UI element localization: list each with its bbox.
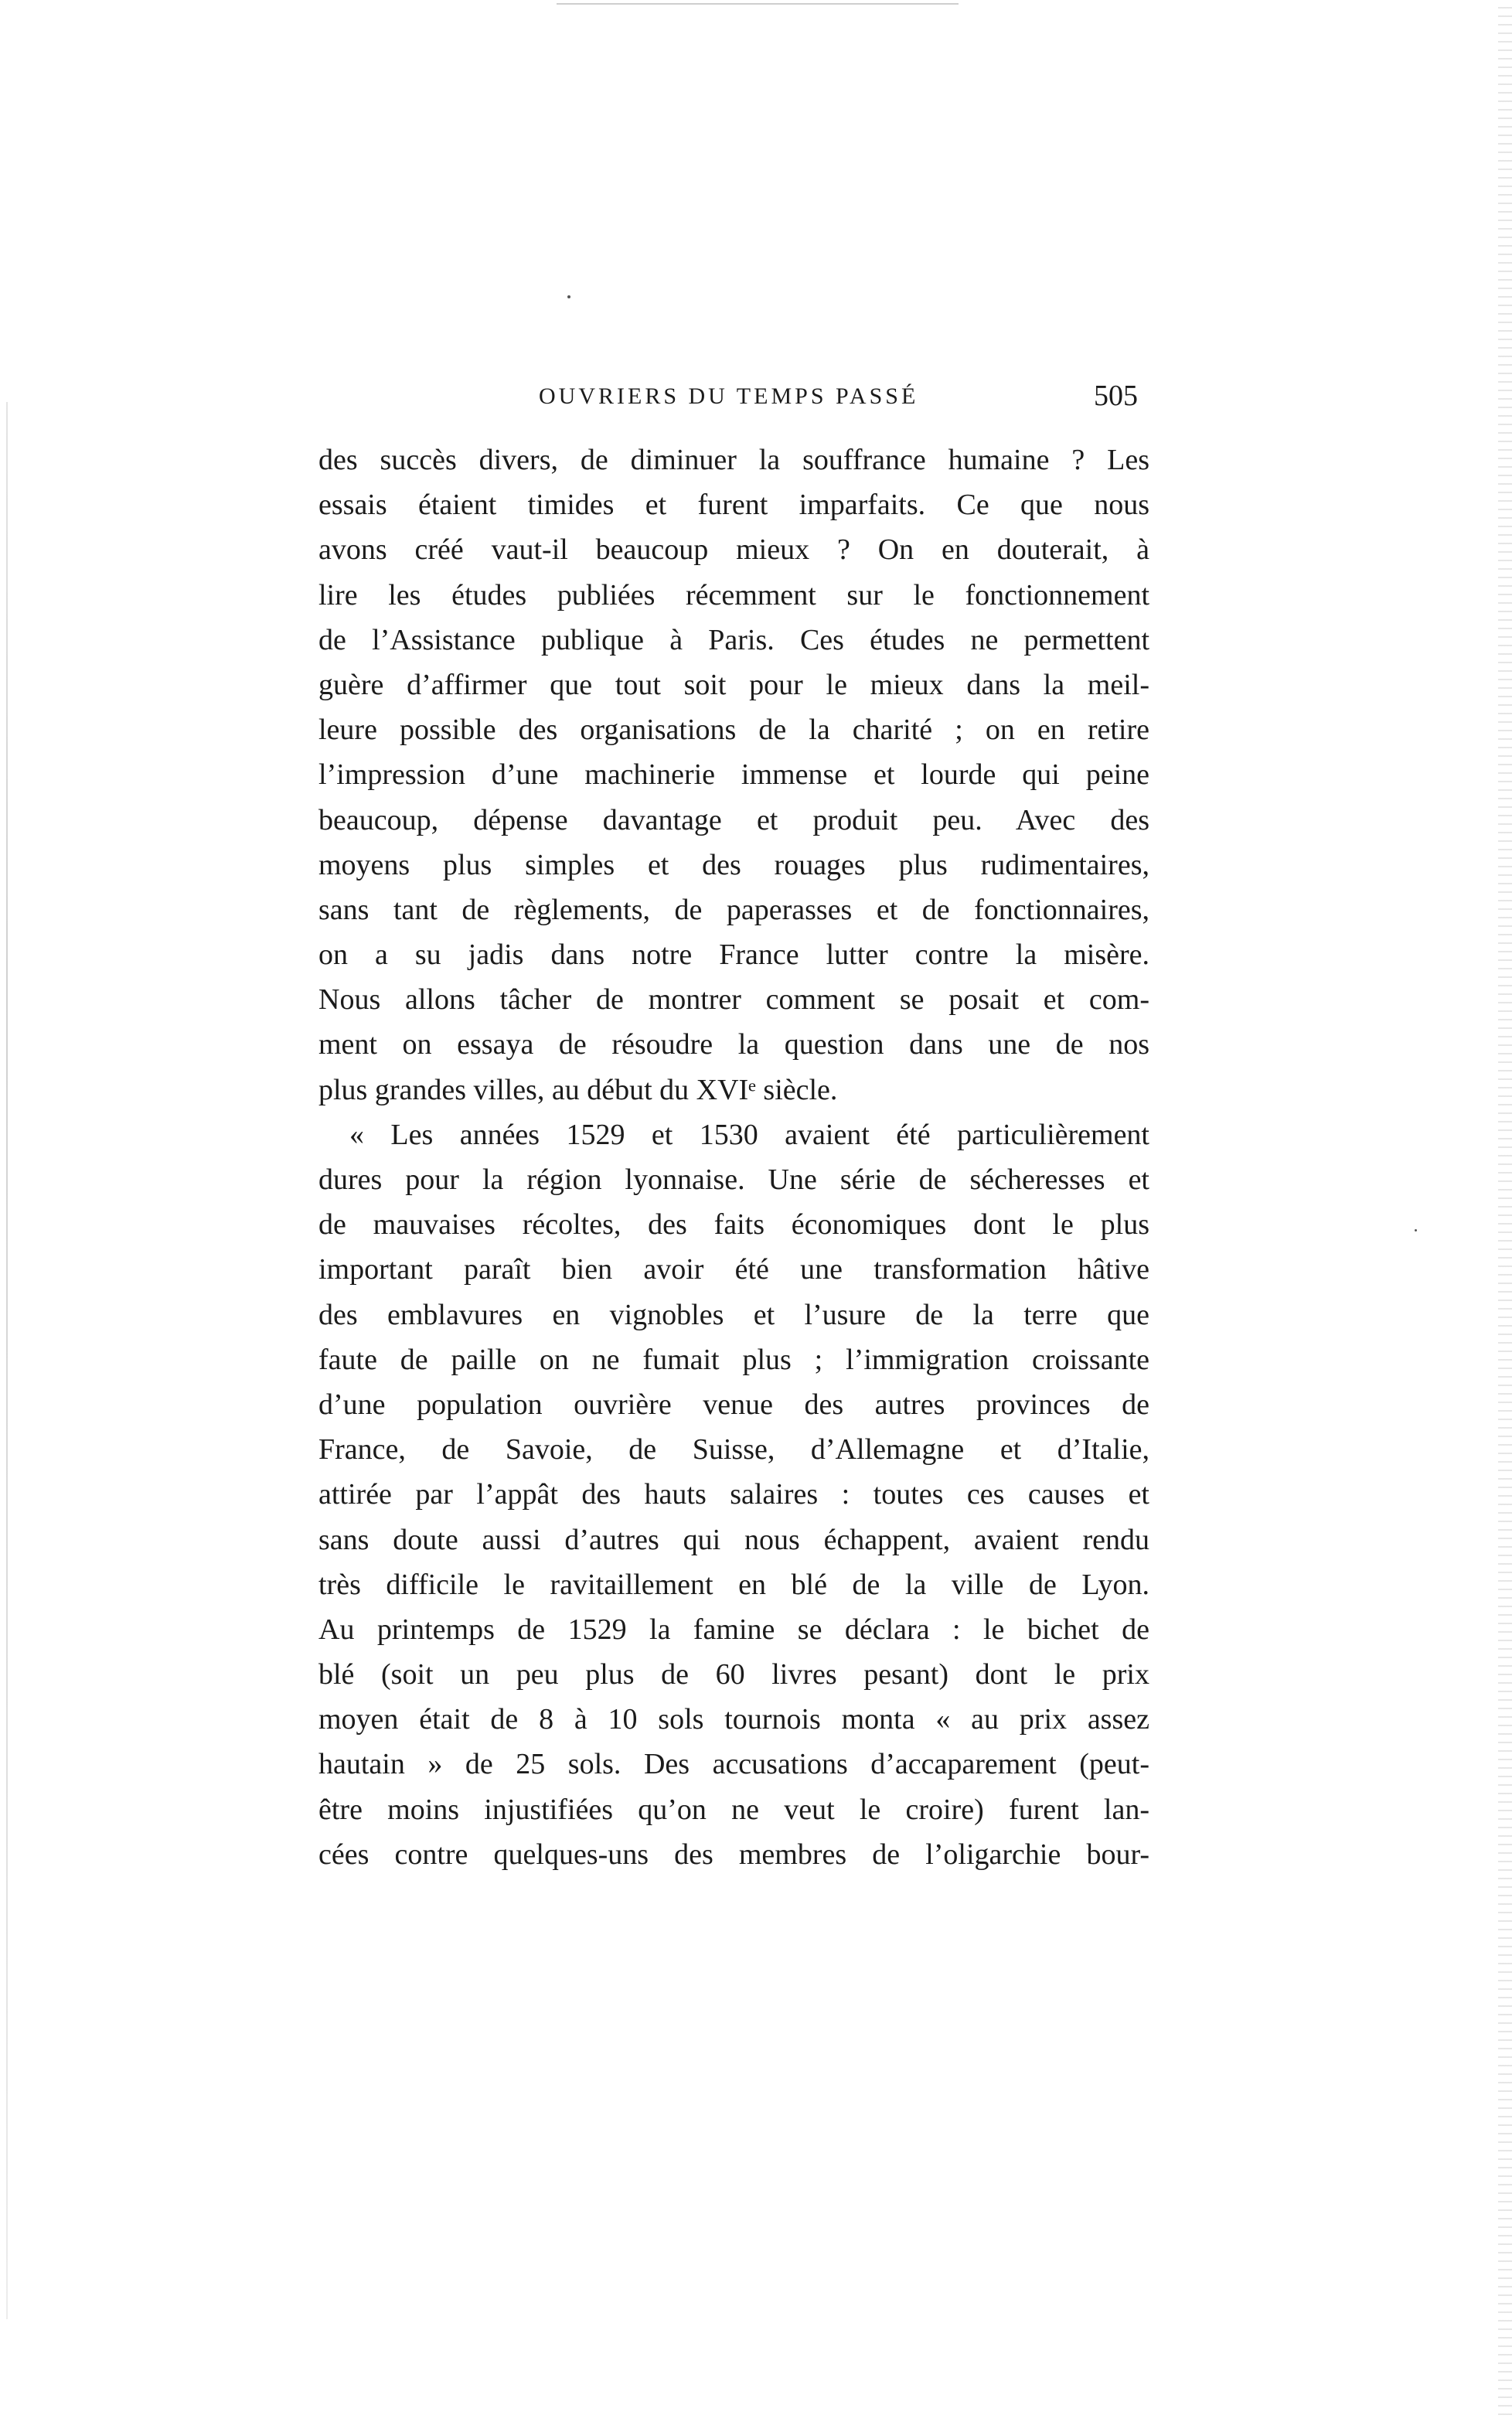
running-head [318, 379, 1138, 417]
text-line: être moins injustifiées qu’on ne veut le croire) furent lan- [318, 1793, 1149, 1826]
text-line: très difficile le ravitaillement en blé de la ville de Lyon. [318, 1568, 1149, 1601]
text-line: cées contre quelques-uns des membres de l’oligarchie bour- [318, 1838, 1149, 1871]
text-line: l’impression d’une machinerie immense et lourde qui peine [318, 758, 1149, 792]
paragraph-end-line: plus grandes villes, au début du XVIᵉ siècle. [318, 1073, 838, 1106]
text-line: guère d’affirmer que tout soit pour le mieux dans la meil- [318, 668, 1149, 701]
text-line: beaucoup, dépense davantage et produit peu. Avec des [318, 803, 1149, 836]
body-text [318, 438, 1149, 1877]
text-line: leure possible des organisations de la charité ; on en retire [318, 714, 1149, 747]
text-line: attirée par l’appât des hauts salaires : toutes ces causes et [318, 1478, 1149, 1511]
text-line: sans tant de règlements, de paperasses et de fonctionnaires, [318, 893, 1149, 926]
text-line: hautain » de 25 sols. Des accusations d’accaparement (peut- [318, 1748, 1149, 1781]
text-line: ment on essaya de résoudre la question dans une de nos [318, 1028, 1149, 1061]
text-line: des succès divers, de diminuer la souffrance humaine ? Les [318, 444, 1149, 476]
text-line: faute de paille on ne fumait plus ; l’immigration croissante [318, 1343, 1149, 1376]
scan-page-edge [1498, 0, 1512, 2422]
text-line: essais étaient timides et furent imparfaits. Ce que nous [318, 489, 1149, 522]
text-line: de mauvaises récoltes, des faits économiques dont le plus [318, 1208, 1149, 1242]
scan-speck [567, 295, 570, 298]
text-line: Nous allons tâcher de montrer comment se posait et com- [318, 983, 1149, 1017]
running-title: OUVRIERS DU TEMPS PASSÉ [539, 383, 919, 409]
text-line: lire les études publiées récemment sur le fonctionnement [318, 578, 1149, 611]
paragraph-start-line: « Les années 1529 et 1530 avaient été particulièrement [349, 1118, 1149, 1151]
text-line: blé (soit un peu plus de 60 livres pesant) dont le prix [318, 1658, 1149, 1691]
scan-top-artifact [557, 3, 959, 5]
text-line: France, de Savoie, de Suisse, d’Allemagne et d’Italie, [318, 1433, 1149, 1466]
text-line: des emblavures en vignobles et l’usure de la terre que [318, 1298, 1149, 1331]
text-line: Au printemps de 1529 la famine se déclara : le bichet de [318, 1613, 1149, 1646]
text-line: de l’Assistance publique à Paris. Ces études ne permettent [318, 623, 1149, 656]
text-line: on a su jadis dans notre France lutter contre la misère. [318, 938, 1149, 972]
page-number: 505 [1094, 380, 1138, 412]
text-line: moyen était de 8 à 10 sols tournois monta « au prix assez [318, 1703, 1149, 1736]
scan-binding-shadow [6, 402, 8, 2319]
text-line: d’une population ouvrière venue des autres provinces de [318, 1388, 1149, 1421]
text-line: moyens plus simples et des rouages plus rudimentaires, [318, 848, 1149, 881]
text-line: sans doute aussi d’autres qui nous échappent, avaient rendu [318, 1523, 1149, 1556]
scan-speck [1415, 1229, 1417, 1231]
text-line: dures pour la région lyonnaise. Une série de sécheresses et [318, 1163, 1149, 1196]
text-line: avons créé vaut-il beaucoup mieux ? On en douterait, à [318, 533, 1149, 567]
text-line: important paraît bien avoir été une transformation hâtive [318, 1253, 1149, 1286]
